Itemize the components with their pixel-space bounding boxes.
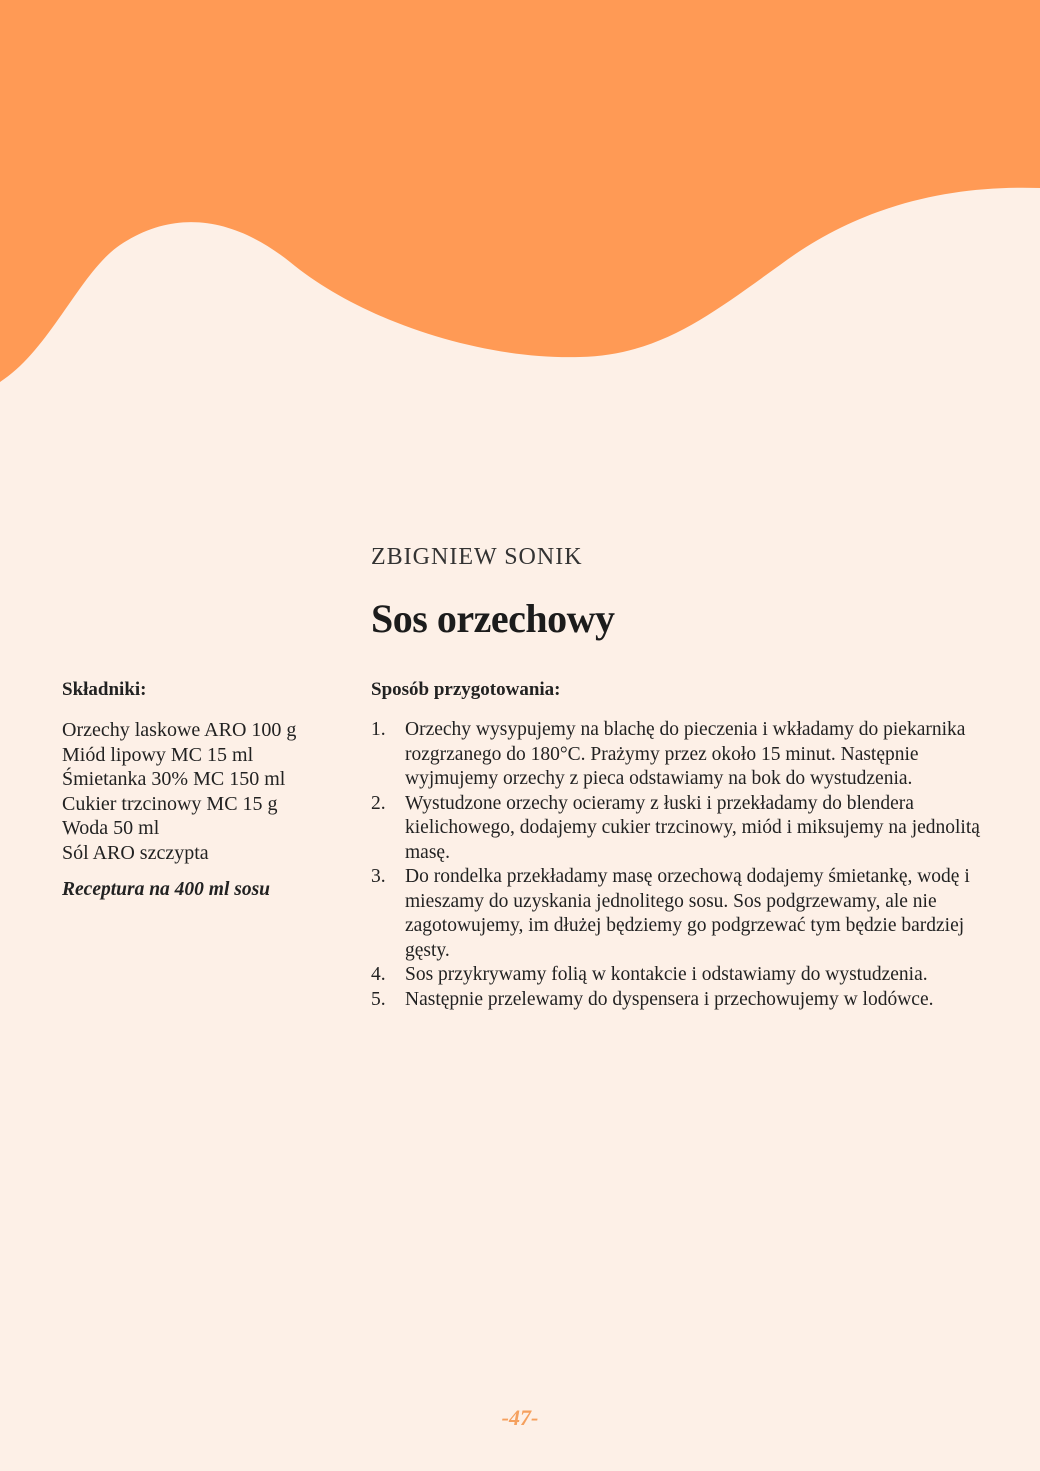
step-text: Sos przykrywamy folią w kontakcie i odstawiamy do wystudzenia. [405, 964, 928, 985]
preparation-heading: Sposób przygotowania: [371, 679, 561, 700]
wave-shape [0, 0, 1040, 382]
step-number: 1. [371, 719, 386, 740]
preparation-steps [371, 718, 991, 1012]
step-text: Do rondelka przekładamy masę orzechową dodajemy śmietankę, wodę i mieszamy do uzyskania jednolitego sosu. Sos podgrzewamy, ale nie zagotowujemy, im dłużej będziemy go podgrzewać tym będzie bardziej gęsty. [405, 866, 970, 961]
step-item [371, 963, 991, 988]
ingredient-item: Orzechy laskowe ARO 100 g [62, 719, 297, 741]
step-text: Orzechy wysypujemy na blachę do pieczenia i wkładamy do piekarnika rozgrzanego do 180°C. Prażymy przez około 15 minut. Następnie wyjmujemy orzechy z pieca odstawiamy na bok do wystudzenia. [405, 719, 966, 789]
author-name: ZBIGNIEW SONIK [371, 544, 583, 570]
decorative-orange-wave [0, 0, 1040, 400]
ingredients-list [62, 718, 352, 865]
ingredients-column [62, 678, 352, 902]
step-number: 5. [371, 988, 386, 1010]
ingredients-heading: Składniki: [62, 679, 147, 700]
recipe-title: Sos orzechowy [371, 596, 615, 641]
preparation-column [371, 678, 991, 1012]
step-text: Wystudzone orzechy ocieramy z łuski i przekładamy do blendera kielichowego, dodajemy cukier trzcinowy, miód i miksujemy na jednolitą masę. [405, 792, 980, 863]
step-text: Następnie przelewamy do dyspensera i przechowujemy w lodówce. [405, 988, 934, 1010]
step-item [371, 865, 991, 963]
ingredient-item: Woda 50 ml [62, 817, 160, 839]
step-number: 2. [371, 792, 386, 814]
step-item [371, 988, 991, 1013]
page-number: -47- [501, 1405, 539, 1430]
ingredient-item: Sól ARO szczypta [62, 841, 209, 864]
step-number: 3. [371, 866, 386, 887]
ingredient-item: Śmietanka 30% MC 150 ml [62, 768, 286, 790]
step-number: 4. [371, 964, 386, 985]
ingredient-item: Cukier trzcinowy MC 15 g [62, 792, 278, 815]
yield-note: Receptura na 400 ml sosu [62, 879, 271, 900]
step-item [371, 718, 991, 792]
ingredient-item: Miód lipowy MC 15 ml [62, 743, 254, 766]
step-item [371, 792, 991, 866]
